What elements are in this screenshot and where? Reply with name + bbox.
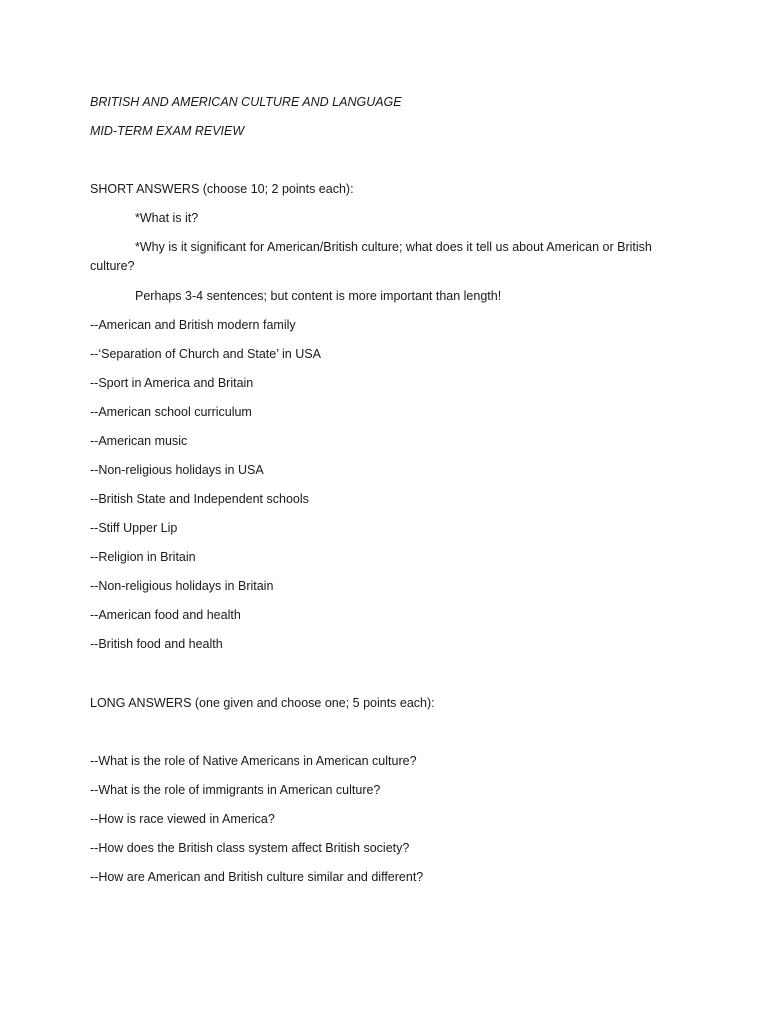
- long-answers-heading: LONG ANSWERS (one given and choose one; 5 points each):: [90, 696, 435, 710]
- document-title: BRITISH AND AMERICAN CULTURE AND LANGUAGE: [90, 95, 402, 109]
- short-answers-instruction-3: Perhaps 3-4 sentences; but content is more important than length!: [135, 289, 502, 303]
- short-answer-item: --Non-religious holidays in USA: [90, 463, 264, 477]
- short-answers-heading: SHORT ANSWERS (choose 10; 2 points each):: [90, 182, 354, 196]
- short-answer-item: --American food and health: [90, 608, 241, 622]
- short-answer-item: --Stiff Upper Lip: [90, 521, 178, 535]
- short-answer-item: --American school curriculum: [90, 405, 252, 419]
- long-answer-item: --What is the role of Native Americans in American culture?: [90, 754, 417, 768]
- short-answer-item: --American music: [90, 434, 188, 448]
- long-answer-item: --How does the British class system affect British society?: [90, 841, 410, 855]
- short-answers-instruction-2: *Why is it significant for American/British culture; what does it tell us about American or British culture?: [90, 240, 652, 273]
- short-answer-item: --‘Separation of Church and State’ in USA: [90, 347, 321, 361]
- long-answer-item: --How is race viewed in America?: [90, 812, 275, 826]
- document-subtitle: MID-TERM EXAM REVIEW: [90, 124, 245, 138]
- long-answer-item: --How are American and British culture similar and different?: [90, 870, 424, 884]
- short-answer-item: --Religion in Britain: [90, 550, 196, 564]
- long-answer-item: --What is the role of immigrants in American culture?: [90, 783, 381, 797]
- short-answer-item: --American and British modern family: [90, 318, 296, 332]
- short-answer-item: --British food and health: [90, 637, 223, 651]
- short-answer-item: --Sport in America and Britain: [90, 376, 254, 390]
- short-answer-item: --Non-religious holidays in Britain: [90, 579, 274, 593]
- short-answers-instruction-1: *What is it?: [135, 211, 199, 225]
- short-answer-item: --British State and Independent schools: [90, 492, 309, 506]
